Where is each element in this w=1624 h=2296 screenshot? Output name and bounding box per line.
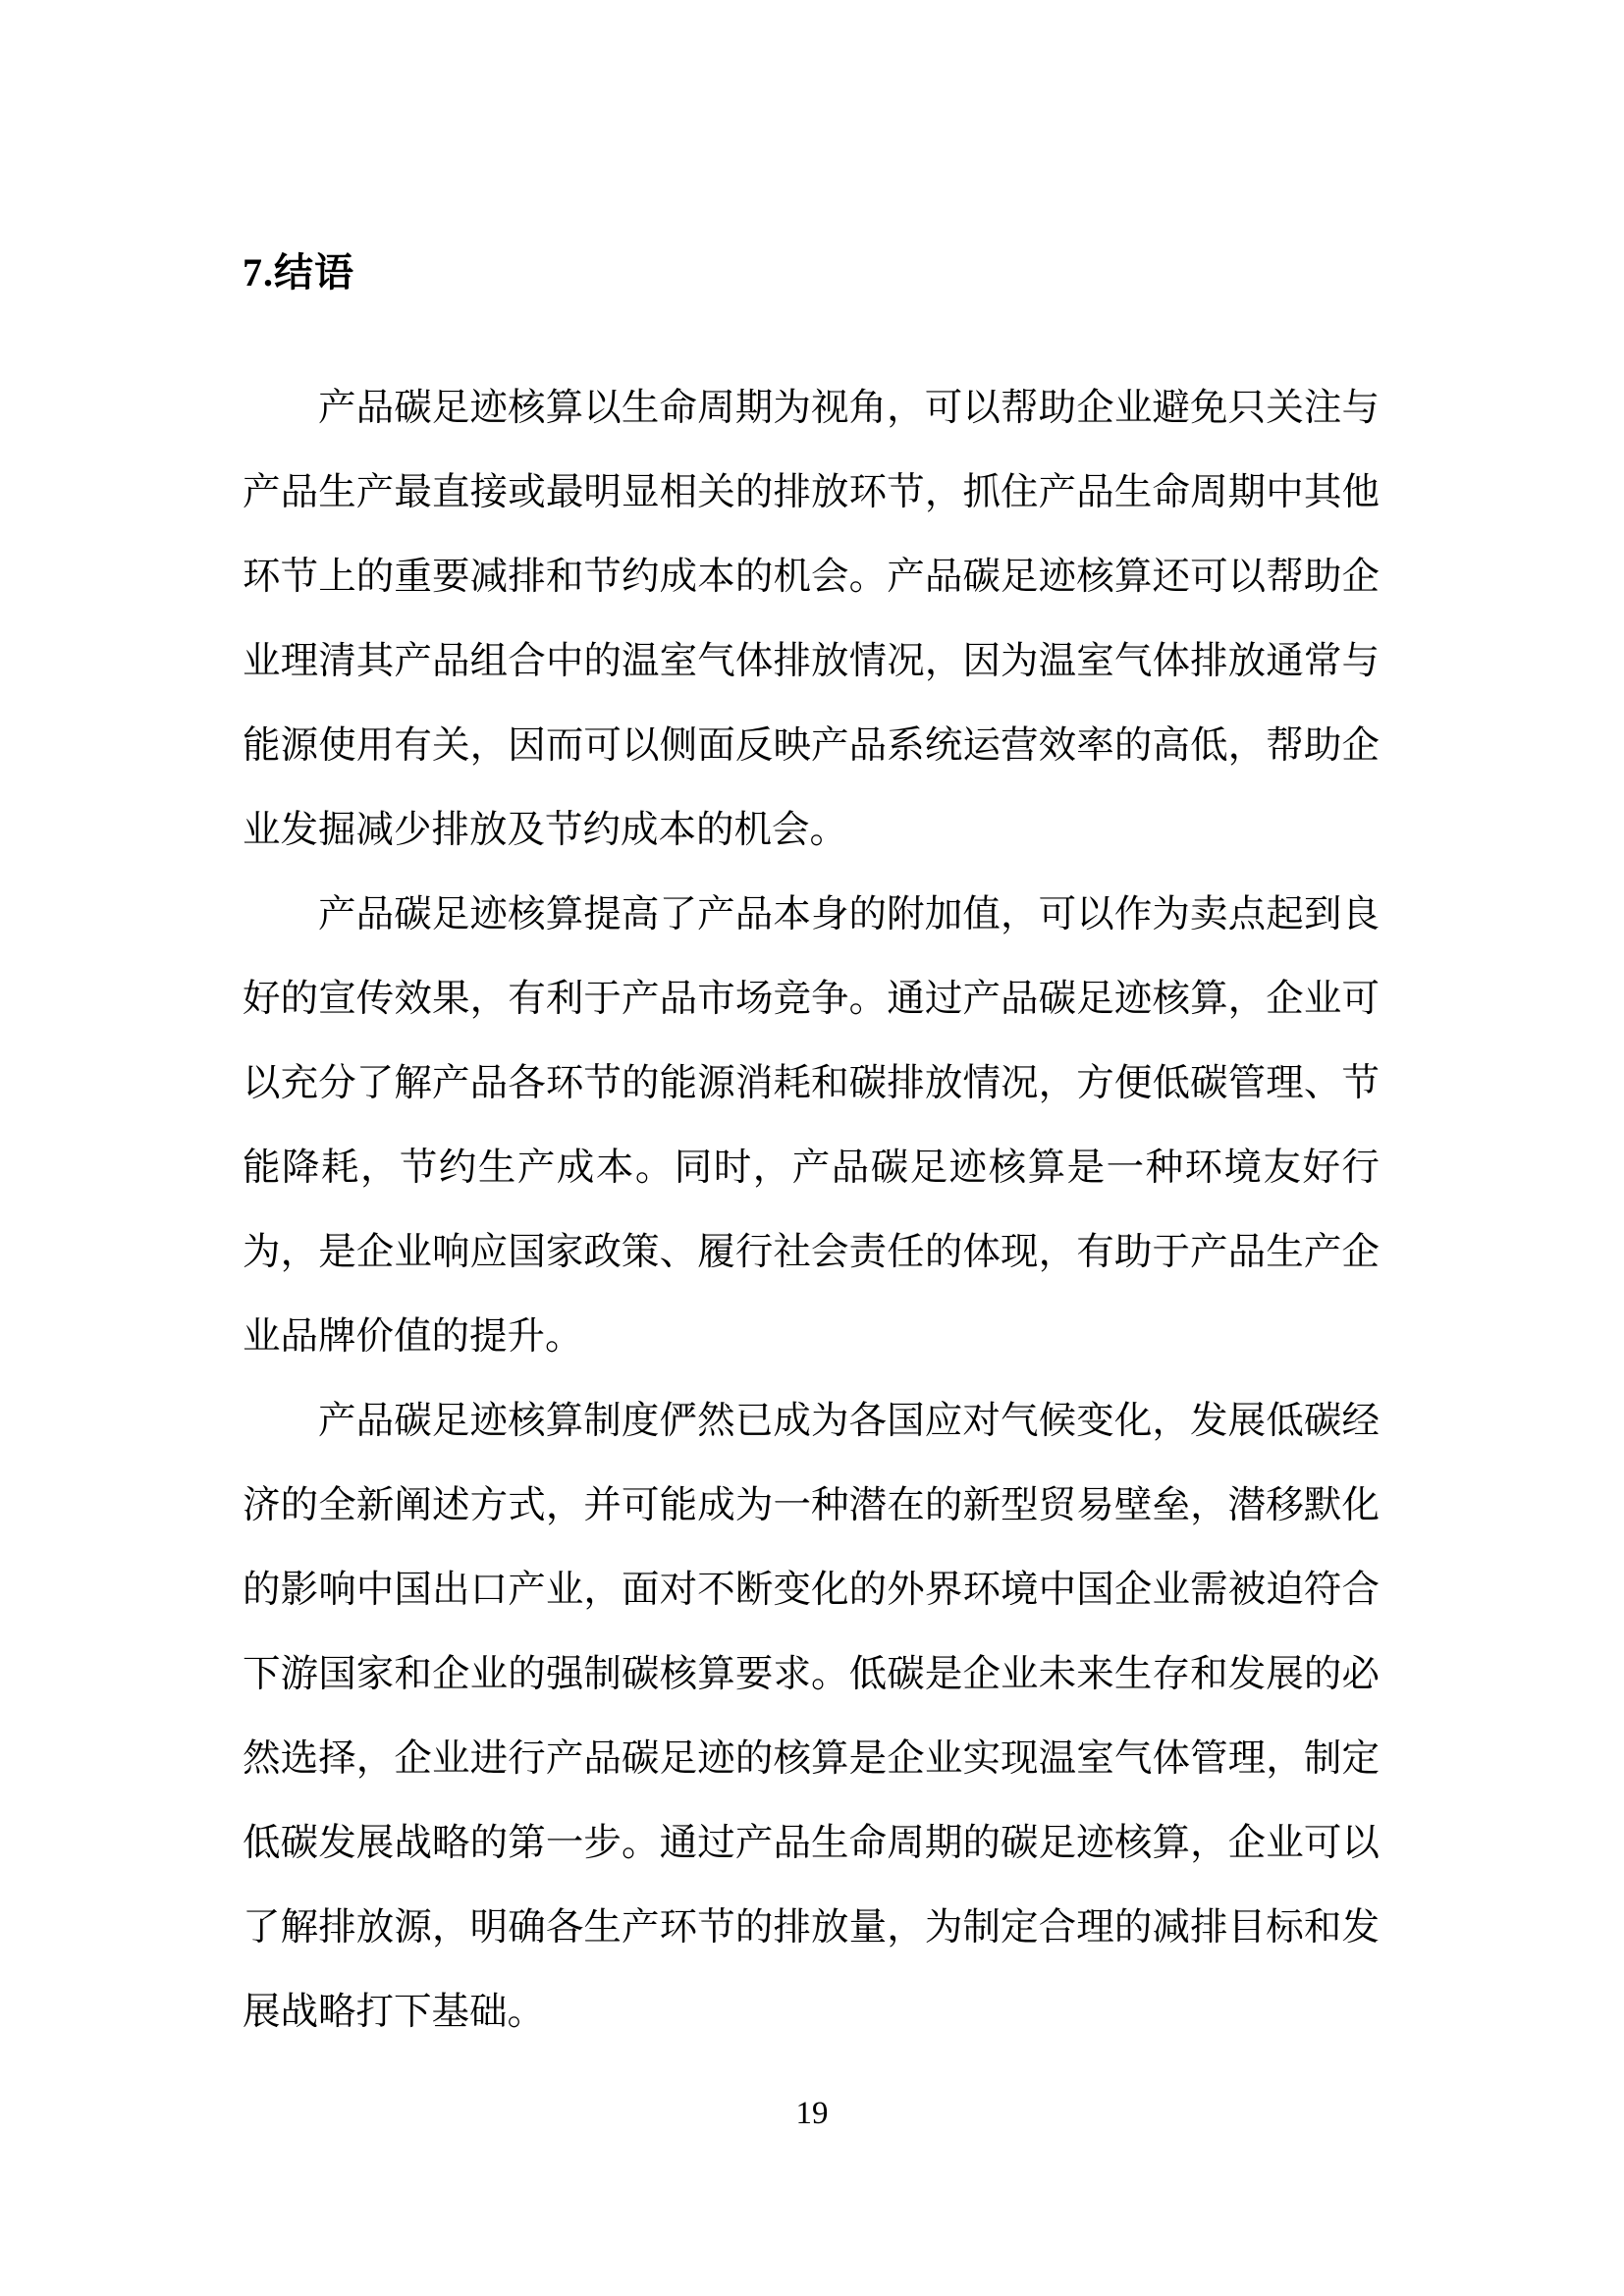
paragraph-2: 产品碳足迹核算提高了产品本身的附加值，可以作为卖点起到良好的宣传效果，有利于产品市场竞争。通过产品碳足迹核算，企业可以充分了解产品各环节的能源消耗和碳排放情况，方便低碳管理、节能降耗，节约生产成本。同时，产品碳足迹核算是一种环境友好行为，是企业响应国家政策、履行社会责任的体现，有助于产品生产企业品牌价值的提升。 (243, 894, 1380, 1358)
page-number: 19 (795, 2096, 829, 2131)
section-heading: 7.结语 (243, 250, 354, 294)
paragraph-1: 产品碳足迹核算以生命周期为视角，可以帮助企业避免只关注与产品生产最直接或最明显相关的排放环节，抓住产品生命周期中其他环节上的重要减排和节约成本的机会。产品碳足迹核算还可以帮助企业理清其产品组合中的温室气体排放情况，因为温室气体排放通常与能源使用有关，因而可以侧面反映产品系统运营效率的高低，帮助企业发掘减少排放及节约成本的机会。 (243, 388, 1380, 851)
paragraph-3: 产品碳足迹核算制度俨然已成为各国应对气候变化，发展低碳经济的全新阐述方式，并可能成为一种潜在的新型贸易壁垒，潜移默化的影响中国出口产业，面对不断变化的外界环境中国企业需被迫符合下游国家和企业的强制碳核算要求。低碳是企业未来生存和发展的必然选择，企业进行产品碳足迹的核算是企业实现温室气体管理，制定低碳发展战略的第一步。通过产品生命周期的碳足迹核算，企业可以了解排放源，明确各生产环节的排放量，为制定合理的减排目标和发展战略打下基础。 (243, 1401, 1380, 2033)
page-content (243, 249, 1380, 2055)
